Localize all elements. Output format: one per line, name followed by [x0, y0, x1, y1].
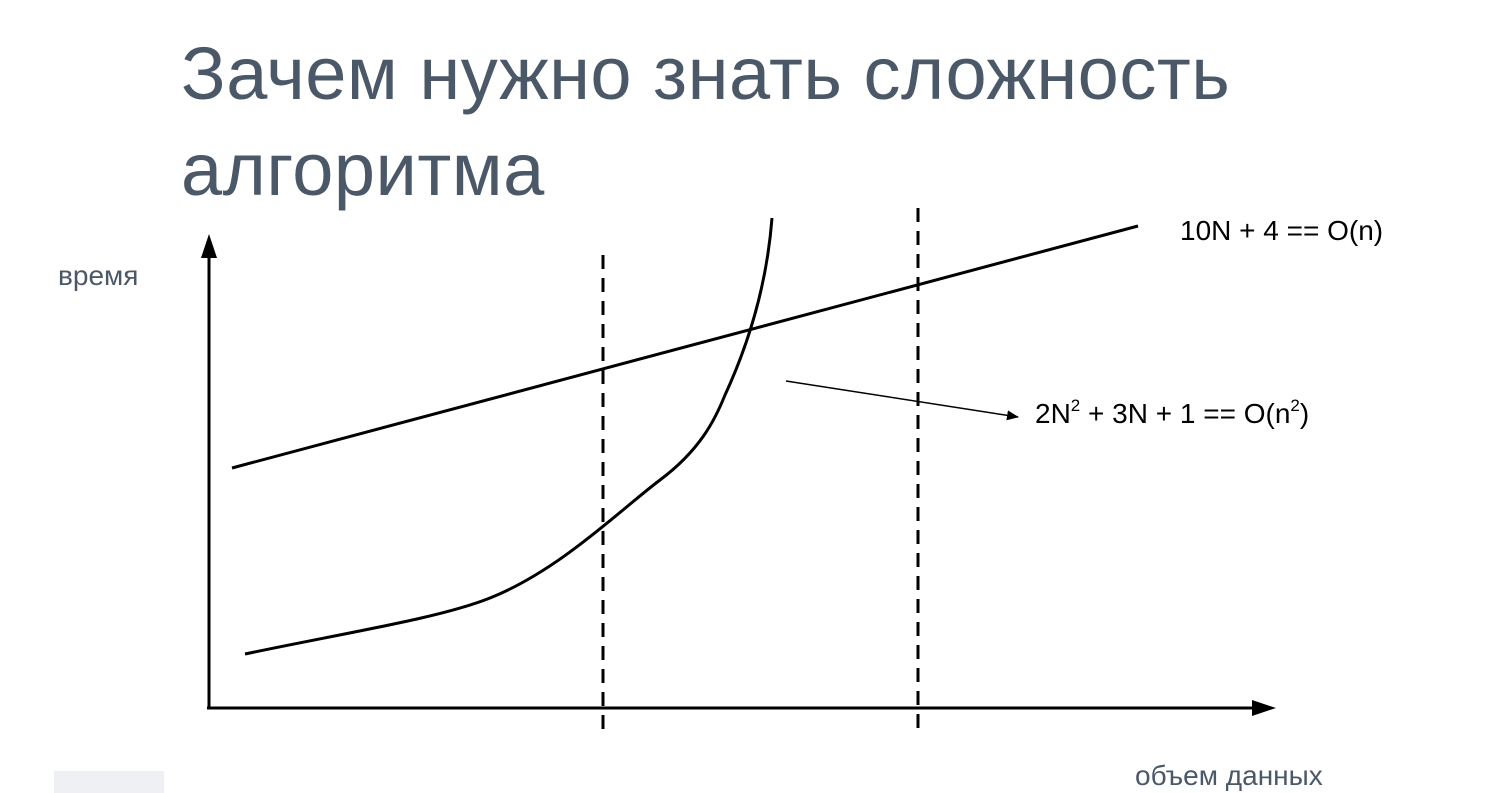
linear-curve-label: 10N + 4 == O(n) [1180, 215, 1384, 246]
y-axis-arrowhead [201, 234, 217, 258]
quad-expr-sup-1: 2 [1070, 396, 1081, 415]
x-axis-arrowhead [1252, 700, 1276, 716]
linear-curve [232, 226, 1138, 468]
slide-number-box [54, 771, 164, 793]
quadratic-curve [245, 218, 772, 654]
quad-expr-part-2: + 3N + 1 == O(n [1080, 398, 1291, 429]
page-title-line-1: Зачем нужно знать сложность [181, 32, 1231, 115]
x-axis-label: объем данных [1135, 760, 1323, 791]
quadratic-pointer-arrow [786, 381, 1018, 417]
page-title-line-2: алгоритма [181, 128, 545, 211]
quad-expr-part-1: 2N [1035, 398, 1071, 429]
quadratic-curve-label [1035, 398, 1309, 430]
y-axis-label: время [58, 260, 139, 291]
quad-expr-part-3: ) [1299, 398, 1310, 429]
quad-expr-sup-2: 2 [1290, 396, 1300, 415]
